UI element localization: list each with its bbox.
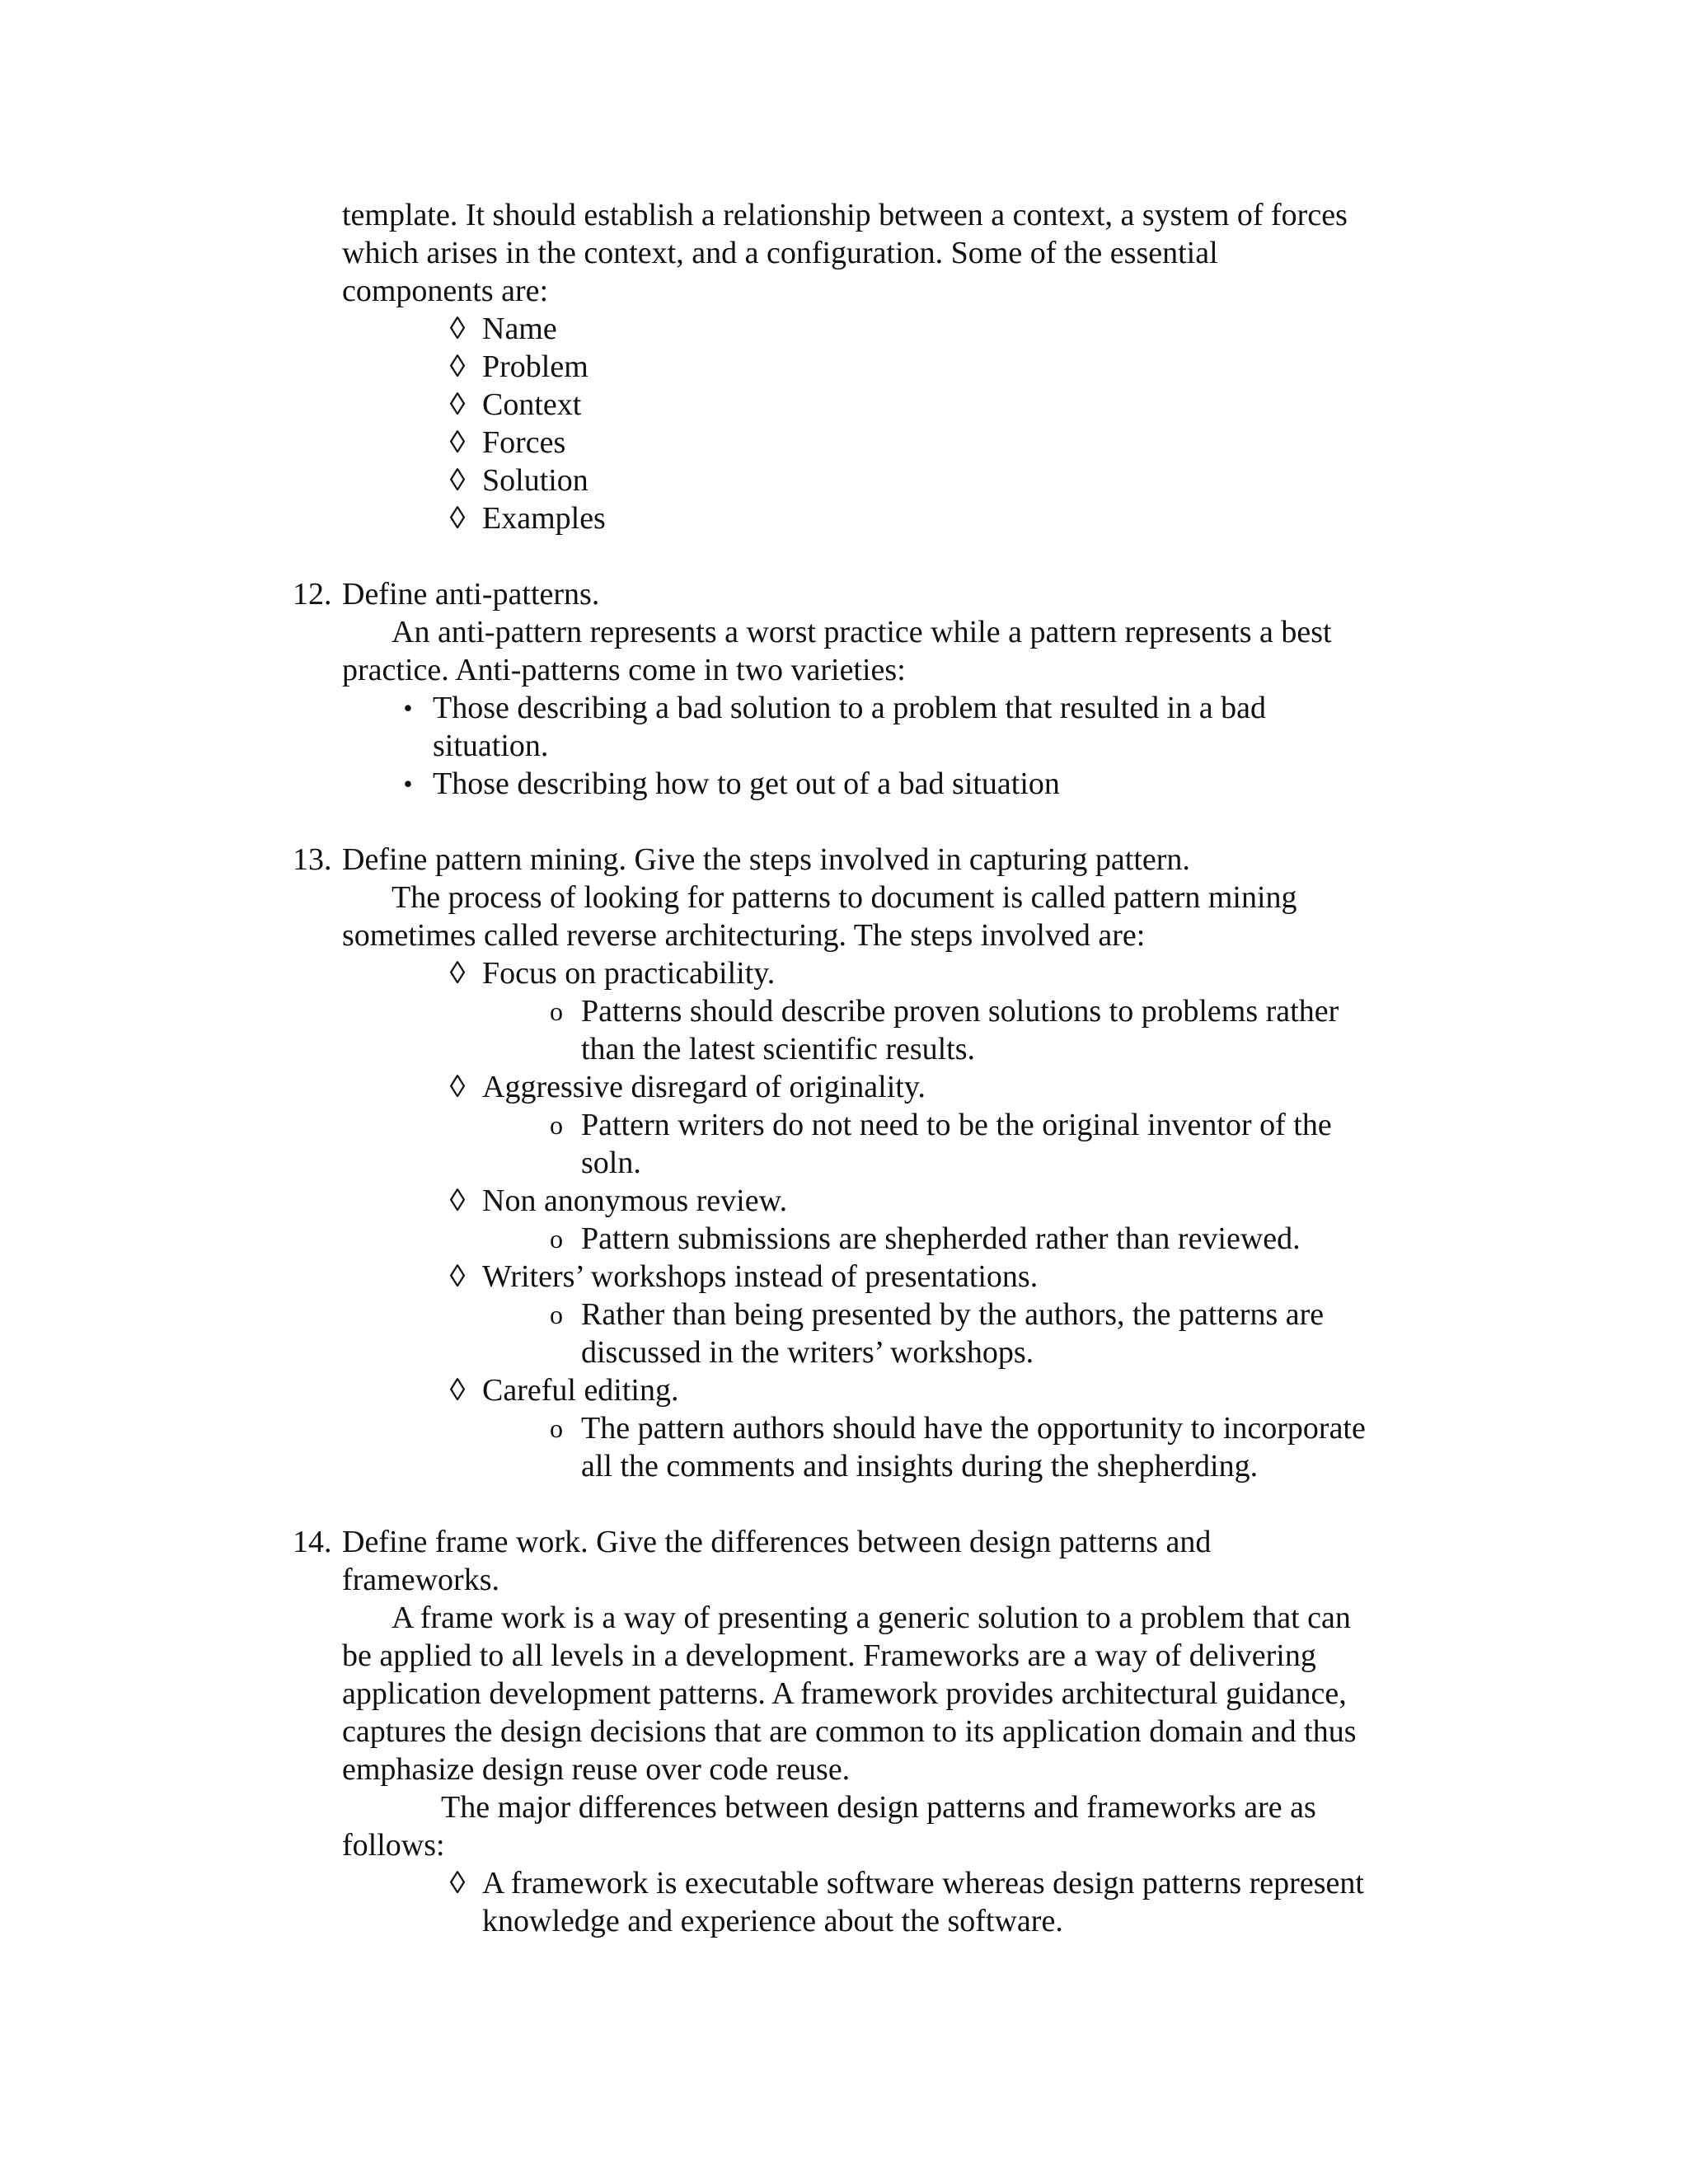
- question-12: [293, 575, 1447, 803]
- difference-text: knowledge and experience about the software.: [482, 1904, 1063, 1938]
- list-item: [293, 1409, 1447, 1485]
- circle-bullet-icon: o: [550, 1224, 563, 1254]
- question-text: Define anti-patterns.: [342, 577, 600, 612]
- diamond-icon: ◊: [449, 956, 466, 991]
- answer-line: sometimes called reverse architecturing. The steps involved are:: [342, 918, 1146, 953]
- bullet-text: situation.: [433, 729, 549, 763]
- question-14: [293, 1523, 1447, 1940]
- step-detail: Pattern writers do not need to be the original inventor of the: [581, 1108, 1332, 1142]
- list-item: [293, 1220, 1447, 1258]
- circle-bullet-icon: o: [550, 1300, 563, 1329]
- list-item: [293, 348, 1447, 386]
- step-title: Careful editing.: [482, 1373, 679, 1408]
- step-detail: Patterns should describe proven solutions to problems rather: [581, 994, 1339, 1029]
- step-title: Aggressive disregard of originality.: [482, 1070, 926, 1104]
- circle-bullet-icon: o: [550, 996, 563, 1026]
- answer-line: captures the design decisions that are common to its application domain and thus: [342, 1714, 1357, 1749]
- circle-bullet-icon: o: [550, 1110, 563, 1140]
- bullet-icon: •: [403, 693, 413, 723]
- answer-line: follows:: [342, 1828, 445, 1863]
- diamond-icon: ◊: [449, 1183, 466, 1218]
- list-item: [293, 1182, 1447, 1220]
- list-item: [293, 310, 1447, 348]
- component-name: Forces: [482, 425, 566, 460]
- question-text: Define frame work. Give the differences between design patterns and: [342, 1525, 1212, 1559]
- answer-line: The process of looking for patterns to document is called pattern mining: [392, 880, 1297, 915]
- question-heading: [293, 841, 1447, 879]
- step-detail: all the comments and insights during the shepherding.: [581, 1449, 1259, 1483]
- answer-line: be applied to all levels in a development. Frameworks are a way of delivering: [342, 1638, 1316, 1673]
- answer-line: The major differences between design patterns and frameworks are as: [441, 1790, 1316, 1825]
- diamond-icon: ◊: [449, 1373, 466, 1408]
- list-item: [293, 689, 1447, 765]
- spacer: [293, 1485, 1447, 1523]
- component-name: Context: [482, 387, 582, 422]
- list-item: [293, 992, 1447, 1068]
- step-title: Writers’ workshops instead of presentations.: [482, 1259, 1039, 1294]
- diamond-icon: ◊: [449, 501, 466, 536]
- component-name: Solution: [482, 463, 588, 498]
- question-heading: [293, 575, 1447, 613]
- list-item: [293, 1296, 1447, 1371]
- step-title: Non anonymous review.: [482, 1183, 788, 1218]
- answer-line: practice. Anti-patterns come in two varieties:: [342, 653, 906, 687]
- diamond-icon: ◊: [449, 1866, 466, 1900]
- list-item: [293, 954, 1447, 992]
- list-item: [293, 499, 1447, 537]
- question-number: 13.: [293, 842, 332, 877]
- question-number: 14.: [293, 1525, 332, 1559]
- list-item: [293, 386, 1447, 424]
- question-text: Define pattern mining. Give the steps involved in capturing pattern.: [342, 842, 1190, 877]
- answer-line: An anti-pattern represents a worst practice while a pattern represents a best: [392, 615, 1332, 649]
- step-detail: discussed in the writers’ workshops.: [581, 1335, 1034, 1370]
- list-item: [293, 462, 1447, 499]
- intro-paragraph: [293, 196, 1447, 310]
- component-name: Examples: [482, 501, 606, 536]
- list-item: [293, 1371, 1447, 1409]
- spacer: [293, 803, 1447, 841]
- page-content: [293, 196, 1447, 1940]
- question-number: 12.: [293, 577, 332, 612]
- step-detail: soln.: [581, 1146, 641, 1180]
- diamond-icon: ◊: [449, 349, 466, 384]
- question-heading: [293, 1523, 1447, 1561]
- components-list: [293, 310, 1447, 537]
- step-detail: Pattern submissions are shepherded rather than reviewed.: [581, 1221, 1301, 1256]
- diamond-icon: ◊: [449, 312, 466, 346]
- bullet-icon: •: [403, 769, 413, 799]
- intro-line: which arises in the context, and a configuration. Some of the essential: [342, 236, 1218, 270]
- difference-text: A framework is executable software whereas design patterns represent: [482, 1866, 1364, 1900]
- answer-line: emphasize design reuse over code reuse.: [342, 1752, 851, 1787]
- list-item: [293, 765, 1447, 803]
- intro-line: components are:: [342, 274, 549, 308]
- component-name: Name: [482, 312, 557, 346]
- bullet-text: Those describing a bad solution to a problem that resulted in a bad: [433, 691, 1266, 725]
- diamond-icon: ◊: [449, 1259, 466, 1294]
- step-detail: than the latest scientific results.: [581, 1032, 976, 1066]
- answer-line: application development patterns. A framework provides architectural guidance,: [342, 1676, 1347, 1711]
- list-item: [293, 1864, 1447, 1940]
- list-item: [293, 1068, 1447, 1106]
- component-name: Problem: [482, 349, 588, 384]
- step-detail: The pattern authors should have the opportunity to incorporate: [581, 1411, 1366, 1446]
- intro-line: template. It should establish a relationship between a context, a system of forces: [342, 198, 1348, 232]
- diamond-icon: ◊: [449, 387, 466, 422]
- list-item: [293, 1106, 1447, 1182]
- diamond-icon: ◊: [449, 463, 466, 498]
- question-13: [293, 841, 1447, 1485]
- diamond-icon: ◊: [449, 1070, 466, 1104]
- step-detail: Rather than being presented by the authors, the patterns are: [581, 1297, 1325, 1332]
- step-title: Focus on practicability.: [482, 956, 776, 991]
- question-text: frameworks.: [342, 1563, 499, 1597]
- diamond-icon: ◊: [449, 425, 466, 460]
- circle-bullet-icon: o: [550, 1413, 563, 1443]
- list-item: [293, 1258, 1447, 1296]
- bullet-text: Those describing how to get out of a bad situation: [433, 766, 1060, 801]
- answer-line: A frame work is a way of presenting a generic solution to a problem that can: [392, 1601, 1351, 1635]
- spacer: [293, 537, 1447, 575]
- list-item: [293, 424, 1447, 462]
